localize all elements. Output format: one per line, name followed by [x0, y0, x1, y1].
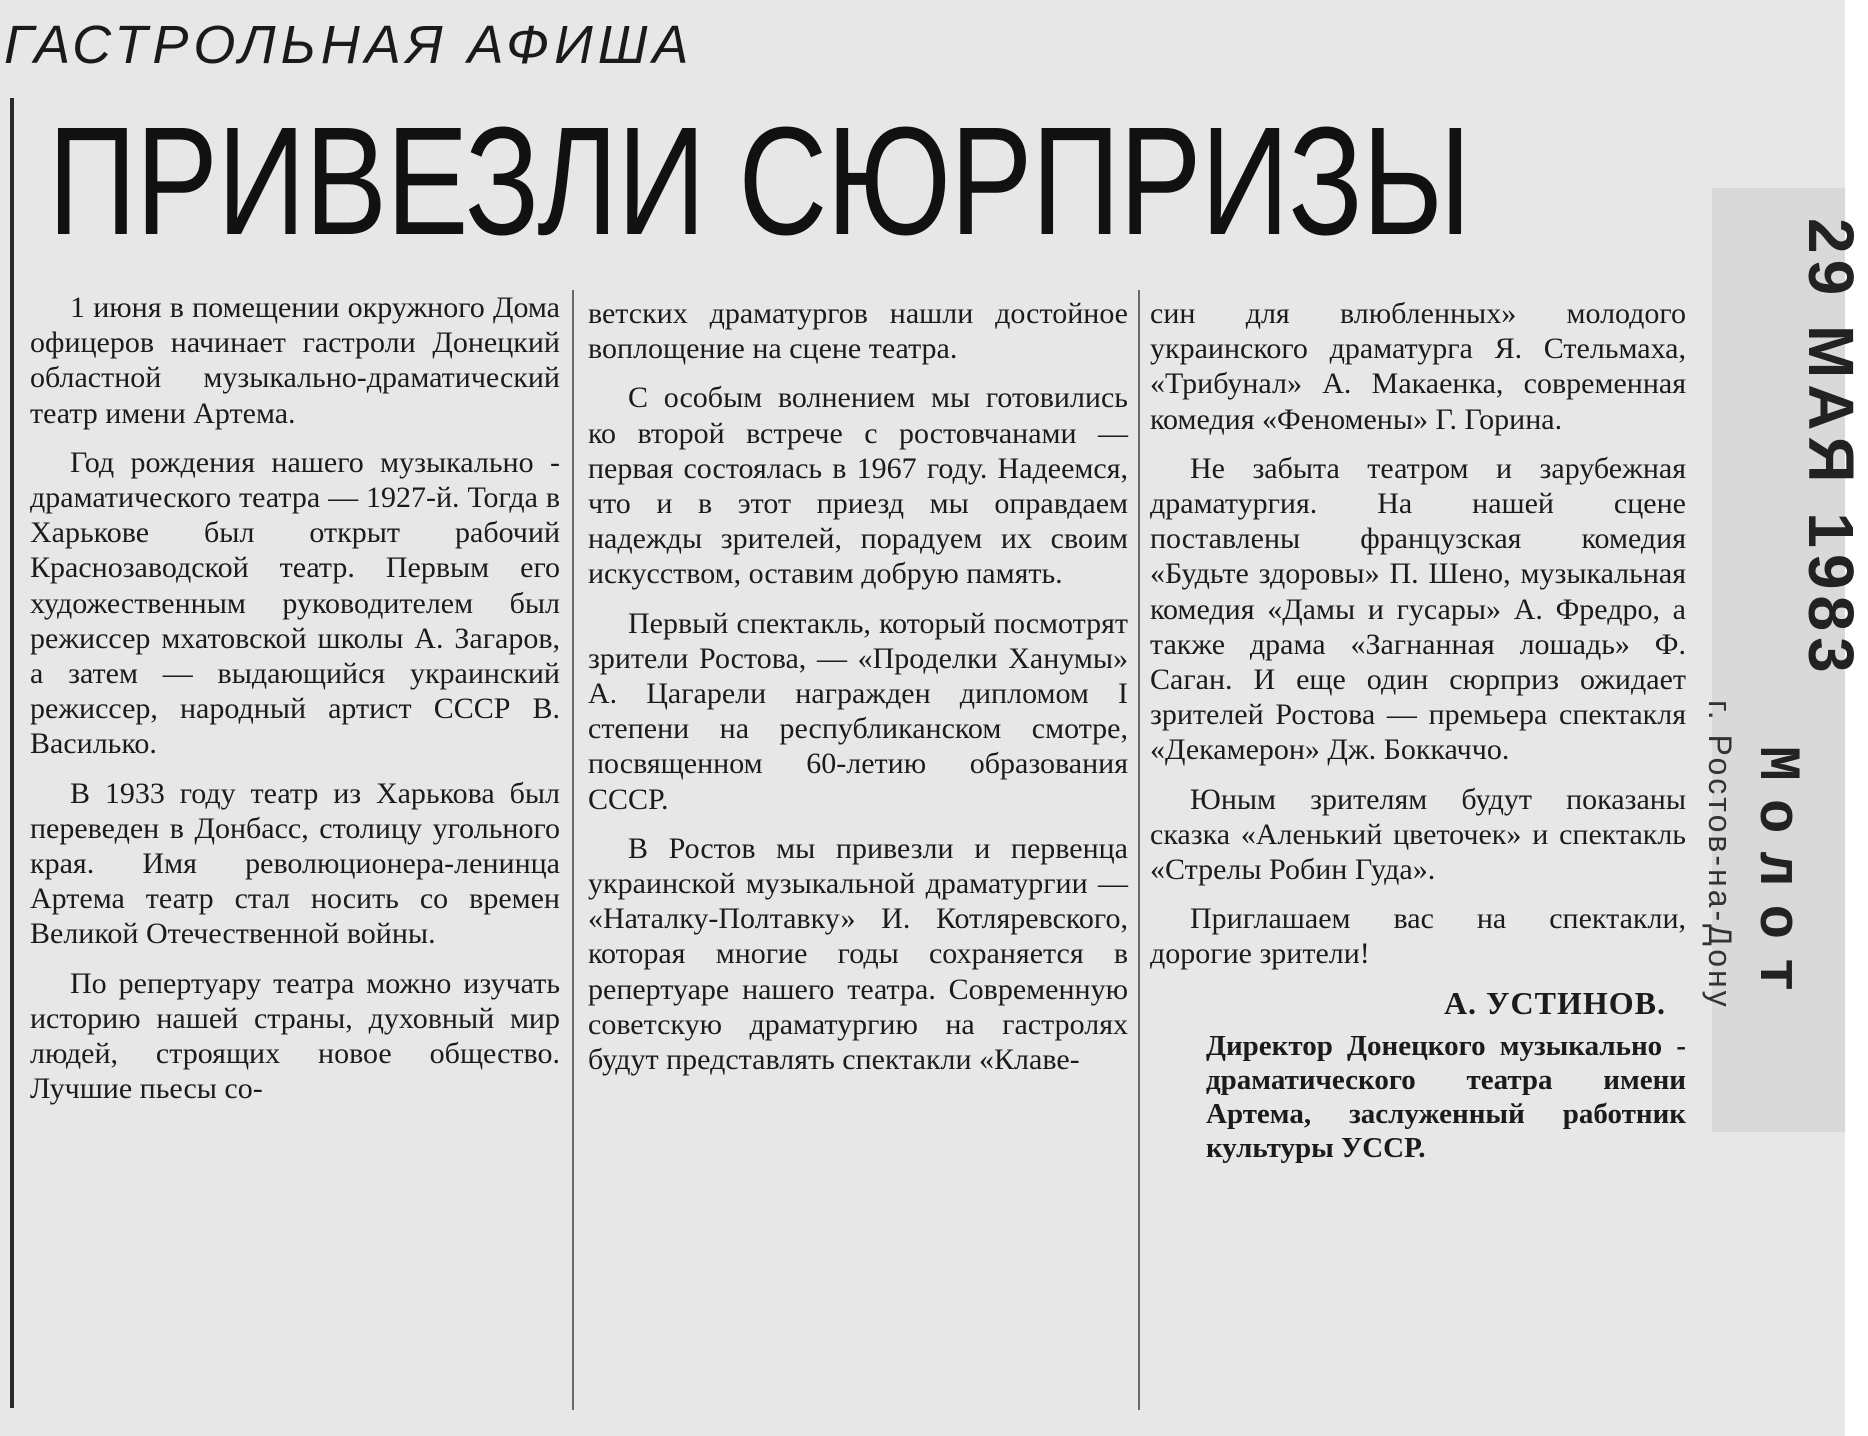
article-headline: ПРИВЕЗЛИ СЮРПРИЗЫ — [48, 95, 1471, 267]
paragraph: Юным зрителям будут показаны сказка «Аленький цветочек» и спектакль «Стрелы Робин Гуда». — [1150, 782, 1686, 887]
left-border-rule — [10, 98, 14, 1408]
column-divider — [572, 290, 574, 1410]
paragraph: Год рождения нашего музыкально - драматического театра — 1927-й. Тогда в Харькове был открыт рабочий Краснозаводской театр. Первым его художественным руководителем был режиссер мхатовской школы А. Загаров, а затем — выдающийся украинский режиссер, народный артист СССР В. Василько. — [30, 445, 560, 761]
paragraph: Первый спектакль, который посмотрят зрители Ростова, — «Проделки Ханумы» А. Цагарели награжден дипломом I степени на республиканском смотре, посвященном 60-летию образования СССР. — [588, 606, 1128, 816]
stamp-newspaper-name: Молот — [1743, 746, 1808, 1011]
section-rubric: ГАСТРОЛЬНАЯ АФИША — [4, 15, 694, 75]
paragraph: По репертуару театра можно изучать историю нашей страны, духовный мир людей, строящих новое общество. Лучшие пьесы со- — [30, 966, 560, 1106]
paragraph: син для влюбленных» молодого украинского драматурга Я. Стельмаха, «Трибунал» А. Макаенка, современная комедия «Феномены» Г. Горина. — [1150, 297, 1686, 436]
paragraph: ветских драматургов нашли достойное воплощение на сцене театра. — [588, 297, 1128, 366]
column-divider — [1138, 290, 1140, 1410]
stamp-city: г. Ростов-на-Дону — [1702, 700, 1738, 1010]
paragraph: 1 июня в помещении окружного Дома офицеров начинает гастроли Донецкий областной музыкально-драматический театр имени Артема. — [30, 291, 560, 430]
article-column-2 — [588, 296, 1128, 1091]
paragraph: Приглашаем вас на спектакли, дорогие зрители! — [1150, 902, 1686, 971]
paragraph: Не забыта театром и зарубежная драматургия. На нашей сцене поставлены французская комедия «Будьте здоровы» П. Шено, музыкальная комедия «Дамы и гусары» А. Фредро, а также драма «Загнанная лошадь» Ф. Саган. И еще один сюрприз ожидает зрителей Ростова — премьера спектакля «Декамерон» Дж. Боккаччо. — [1150, 451, 1686, 767]
stamp-date: 29 МАЯ 1983 — [1795, 218, 1867, 679]
author-signature: А. УСТИНОВ. — [1443, 984, 1666, 1021]
article-column-1 — [30, 290, 560, 1120]
paragraph: В Ростов мы привезли и первенца украинской музыкальной драматургии — «Наталку-Полтавку» И. Котляревского, которая многие годы сохраняется в репертуаре нашего театра. Современную советскую драматургию на гастролях будут представлять спектакли «Клаве- — [588, 831, 1128, 1077]
author-title: Директор Донецкого музыкально - драматического театра имени Артема, заслуженный работник культуры УССР. — [1206, 1029, 1686, 1164]
paragraph: С особым волнением мы готовились ко второй встрече с ростовчанами — первая состоялась в 1967 году. Надеемся, что и в этот приезд мы оправдаем надежды зрителей, порадуем их своим искусством, оставим добрую память. — [588, 381, 1128, 591]
paragraph: В 1933 году театр из Харькова был переведен в Донбасс, столицу угольного края. Имя революционера-ленинца Артема театр стал носить со времен Великой Отечественной войны. — [30, 776, 560, 951]
article-column-3 — [1150, 296, 1686, 1165]
